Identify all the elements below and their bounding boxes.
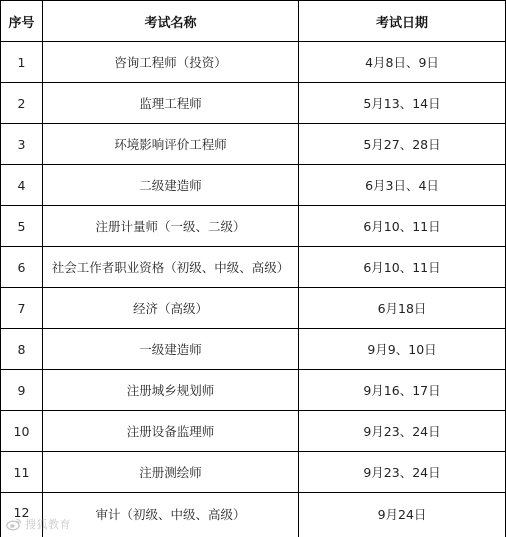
table-row: [1, 288, 506, 329]
table-row: [1, 493, 506, 537]
row-exam-date: 9月9、10日: [299, 329, 506, 370]
row-exam-date: 4月8日、9日: [299, 42, 506, 83]
table-row: [1, 411, 506, 452]
row-exam-name: 注册测绘师: [43, 452, 299, 493]
table-row: [1, 329, 506, 370]
row-exam-name: 审计（初级、中级、高级）: [43, 493, 299, 537]
table-row: [1, 42, 506, 83]
row-index: 1: [1, 42, 43, 83]
table-row: [1, 452, 506, 493]
table-row: [1, 370, 506, 411]
row-exam-date: 9月24日: [299, 493, 506, 537]
row-index: 7: [1, 288, 43, 329]
weibo-logo-icon: [6, 517, 22, 531]
row-exam-date: 6月3日、4日: [299, 165, 506, 206]
table-header: [1, 1, 506, 42]
table-body: [1, 42, 506, 537]
row-exam-date: 6月18日: [299, 288, 506, 329]
row-exam-name: 环境影响评价工程师: [43, 124, 299, 165]
row-index: 11: [1, 452, 43, 493]
row-exam-name: 注册设备监理师: [43, 411, 299, 452]
row-index: 5: [1, 206, 43, 247]
row-exam-date: 9月16、17日: [299, 370, 506, 411]
watermark-text: 搜狐教育: [25, 518, 71, 531]
table-row: [1, 206, 506, 247]
row-exam-name: 经济（高级）: [43, 288, 299, 329]
row-index: 9: [1, 370, 43, 411]
header-exam-date: 考试日期: [299, 1, 506, 42]
row-exam-date: 5月13、14日: [299, 83, 506, 124]
row-exam-name: 咨询工程师（投资）: [43, 42, 299, 83]
row-index: 10: [1, 411, 43, 452]
row-exam-name: 二级建造师: [43, 165, 299, 206]
row-index: 3: [1, 124, 43, 165]
header-index: 序号: [1, 1, 43, 42]
row-index: 2: [1, 83, 43, 124]
row-exam-name: 社会工作者职业资格（初级、中级、高级）: [43, 247, 299, 288]
row-exam-date: 9月23、24日: [299, 452, 506, 493]
table-row: [1, 124, 506, 165]
row-exam-date: 9月23、24日: [299, 411, 506, 452]
table-row: [1, 83, 506, 124]
watermark: [6, 516, 71, 532]
table-row: [1, 165, 506, 206]
row-index: 8: [1, 329, 43, 370]
row-exam-date: 6月10、11日: [299, 247, 506, 288]
row-exam-date: 6月10、11日: [299, 206, 506, 247]
row-index: 4: [1, 165, 43, 206]
table-row: [1, 247, 506, 288]
row-exam-name: 一级建造师: [43, 329, 299, 370]
row-exam-name: 注册计量师（一级、二级）: [43, 206, 299, 247]
header-row: [1, 1, 506, 42]
row-exam-name: 注册城乡规划师: [43, 370, 299, 411]
row-index: 12: [1, 493, 43, 537]
header-exam-name: 考试名称: [43, 1, 299, 42]
row-exam-name: 监理工程师: [43, 83, 299, 124]
row-index: 6: [1, 247, 43, 288]
row-exam-date: 5月27、28日: [299, 124, 506, 165]
